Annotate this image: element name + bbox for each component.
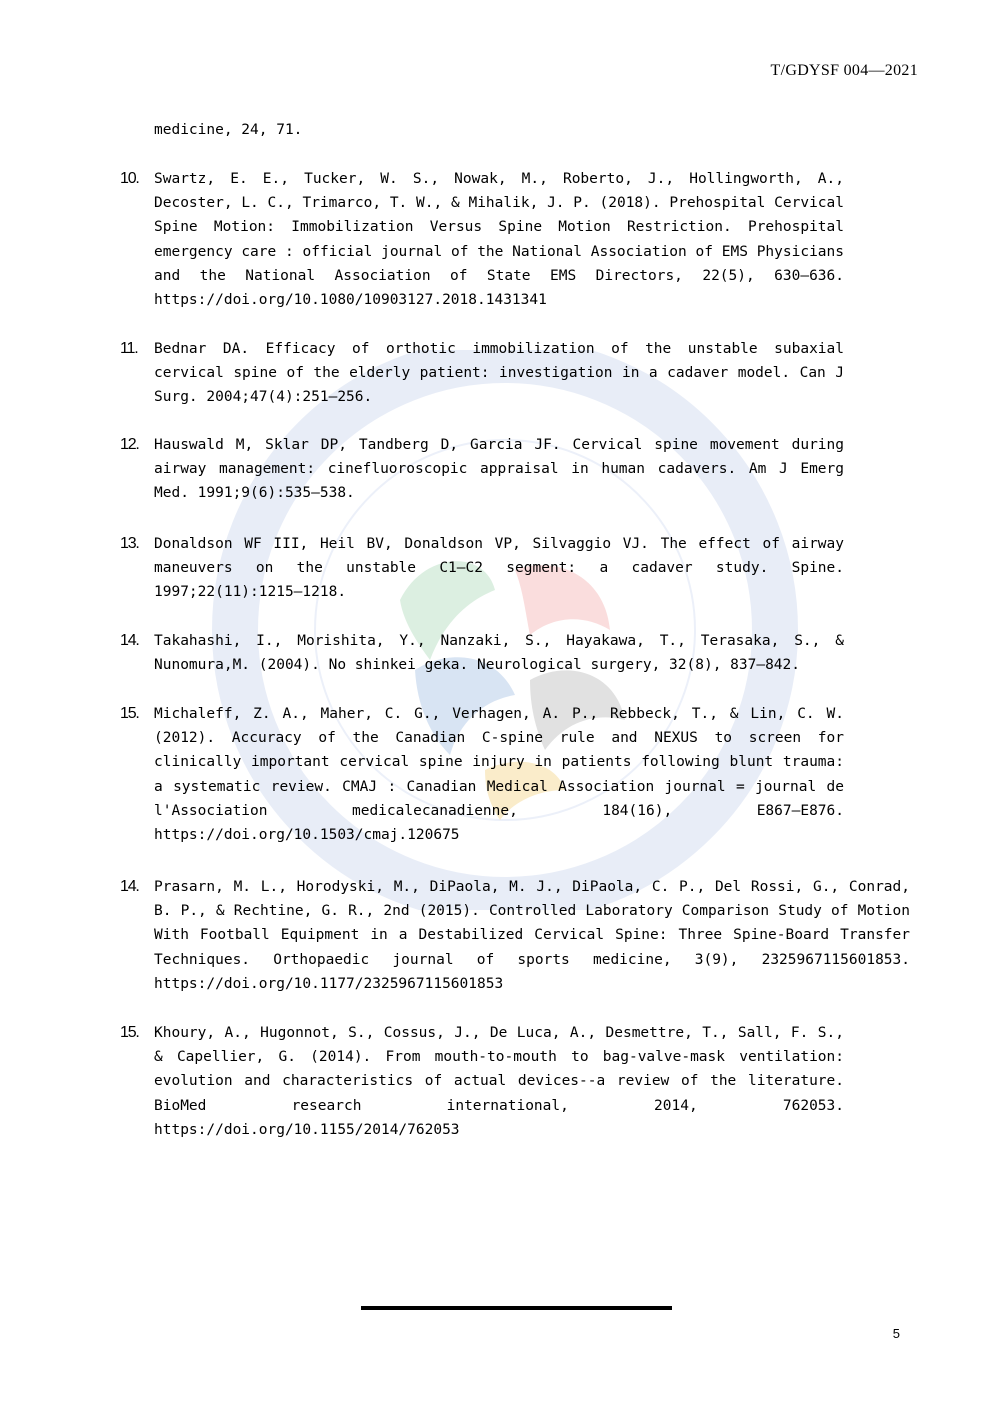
reference-text: Prasarn, M. L., Horodyski, M., DiPaola, M. J., DiPaola, C. P., Del Rossi, G., Conrad, B. P., & Rechtine, G. R., 2nd (2015). Controlled Laboratory Comparison Study of Motion With Football Equipment in a Destabilized Cervical Spine: Three Spine-Board Transfer Techniques. Orthopaedic journal of sports medicine, 3(9), 2325967115601853. https://doi.org/10.1177/2325967115601853	[154, 879, 910, 992]
reference-number: 15.	[120, 705, 139, 722]
reference-number: 12.	[120, 436, 139, 453]
reference-number: 13.	[120, 535, 139, 552]
reference-text: Michaleff, Z. A., Maher, C. G., Verhagen, A. P., Rebbeck, T., & Lin, C. W. (2012). Accuracy of the Canadian C-spine rule and NEXUS to screen for clinically important cervical spine injury in patients following blunt trauma: a systematic review. CMAJ : Canadian Medical Association journal = journal de l'Association medicalecanadienne, 184(16), E867–E876. https://doi.org/10.1503/cmaj.120675	[154, 706, 844, 844]
footer-divider	[361, 1306, 672, 1310]
reference-number: 14.	[120, 632, 139, 649]
reference-text: Swartz, E. E., Tucker, W. S., Nowak, M., Roberto, J., Hollingworth, A., Decoster, L. C., Trimarco, T. W., & Mihalik, J. P. (2018). Prehospital Cervical Spine Motion: Immobilization Versus Spine Motion Restriction. Prehospital emergency care : official journal of the National Association of EMS Physicians and the National Association of State EMS Directors, 22(5), 630–636. https://doi.org/10.1080/10903127.2018.1431341	[154, 171, 844, 309]
reference-text: Khoury, A., Hugonnot, S., Cossus, J., De Luca, A., Desmettre, T., Sall, F. S., & Capellier, G. (2014). From mouth-to-mouth to bag-valve-mask ventilation: evolution and characteristics of actual devices--a review of the literature. BioMed research international, 2014, 762053. https://doi.org/10.1155/2014/762053	[154, 1025, 844, 1138]
reference-number: 10.	[120, 170, 139, 187]
standard-code-header: T/GDYSF 004—2021	[770, 62, 918, 79]
reference-number: 14.	[120, 878, 139, 895]
reference-number: 11.	[120, 340, 138, 357]
reference-text: Donaldson WF III, Heil BV, Donaldson VP, Silvaggio VJ. The effect of airway maneuvers on the unstable C1–C2 segment: a cadaver study. Spine. 1997;22(11):1215–1218.	[154, 536, 844, 601]
reference-text: Hauswald M, Sklar DP, Tandberg D, Garcia JF. Cervical spine movement during airway management: cinefluoroscopic appraisal in human cadavers. Am J Emerg Med. 1991;9(6):535–538.	[154, 437, 844, 502]
page-number: 5	[892, 1326, 900, 1341]
reference-number: 15.	[120, 1024, 139, 1041]
reference-text: Bednar DA. Efficacy of orthotic immobilization of the unstable subaxial cervical spine of the elderly patient: investigation in a cadaver model. Can J Surg. 2004;47(4):251–256.	[154, 341, 844, 406]
reference-continuation: medicine, 24, 71.	[154, 122, 303, 138]
reference-text: Takahashi, I., Morishita, Y., Nanzaki, S., Hayakawa, T., Terasaka, S., & Nunomura,M. (2004). No shinkei geka. Neurological surgery, 32(8), 837–842.	[154, 633, 844, 674]
